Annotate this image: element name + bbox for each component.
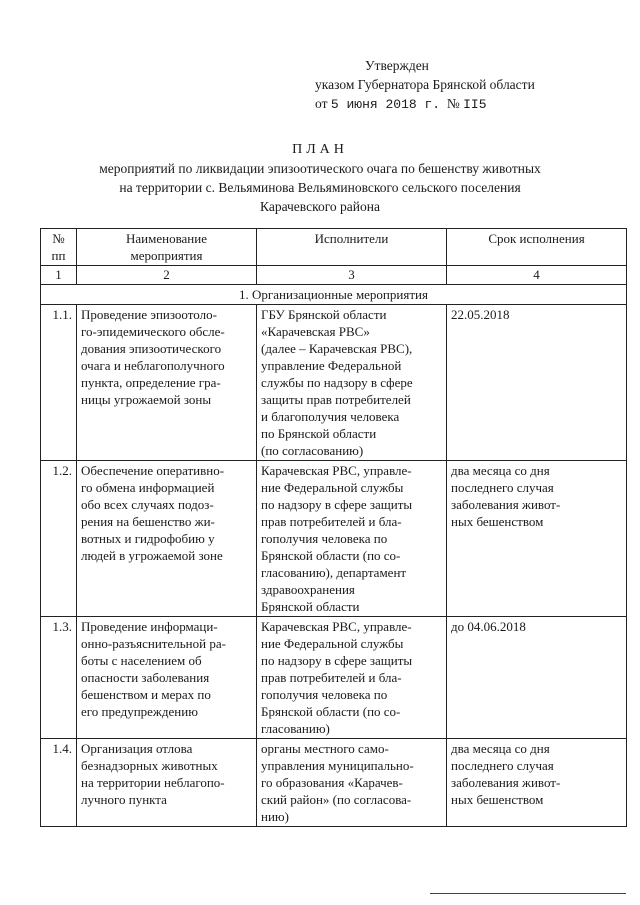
plan-title: ПЛАН xyxy=(292,142,348,157)
plan-subtitle-2: на территории с. Вельяминова Вельяминовского сельского поселения xyxy=(119,180,521,195)
table-row xyxy=(41,461,627,617)
col-number: 2 xyxy=(77,266,257,285)
section-title: 1. Организационные мероприятия xyxy=(41,285,627,305)
row-executors: Карачевская РВС, управле- ние Федеральной службы по надзору в сфере защиты прав потребителей и бла- гополучия человека по Брянской области (по со- гласованию), департамент здравоохранения Брянской области xyxy=(257,461,447,617)
approval-block xyxy=(315,56,535,114)
approval-date-line xyxy=(315,94,535,114)
header-num: № пп xyxy=(41,229,77,266)
plan-subtitle-1: мероприятий по ликвидации эпизоотического очага по бешенству животных xyxy=(99,161,541,176)
col-number: 3 xyxy=(257,266,447,285)
approval-decree: указом Губернатора Брянской области xyxy=(315,77,535,92)
row-number: 1.4. xyxy=(41,739,77,827)
approval-title: Утвержден xyxy=(365,58,429,73)
row-executors: ГБУ Брянской области «Карачевская РВС» (далее – Карачевская РВС), управление Федеральной службы по надзору в сфере защиты прав потребителей и благополучия человека по Брянской области (по согласованию) xyxy=(257,305,447,461)
header-name: Наименование мероприятия xyxy=(77,229,257,266)
row-activity: Организация отлова безнадзорных животных на территории неблагопо- лучного пункта xyxy=(77,739,257,827)
table-row xyxy=(41,305,627,461)
page-bottom-rule xyxy=(430,893,626,894)
row-number: 1.1. xyxy=(41,305,77,461)
row-deadline: два месяца со дня последнего случая заболевания живот- ных бешенством xyxy=(447,739,627,827)
row-deadline: до 04.06.2018 xyxy=(447,617,627,739)
table-row xyxy=(41,739,627,827)
approval-date: 5 июня 2018 г. xyxy=(330,97,441,112)
row-deadline: 22.05.2018 xyxy=(447,305,627,461)
col-number: 1 xyxy=(41,266,77,285)
row-executors: органы местного само- управления муниципально- го образования «Карачев- ский район» (по согласова- нию) xyxy=(257,739,447,827)
plan-heading xyxy=(30,140,610,216)
approval-number: II5 xyxy=(463,97,487,112)
row-activity: Проведение эпизоотоло- го-эпидемического обсле- дования эпизоотического очага и неблагополучного пункта, определение гра- ницы угрожаемой зоны xyxy=(77,305,257,461)
col-number: 4 xyxy=(447,266,627,285)
table-header-row xyxy=(41,229,627,266)
date-prefix: от xyxy=(315,96,328,111)
header-deadline: Срок исполнения xyxy=(447,229,627,266)
plan-subtitle-3: Карачевского района xyxy=(260,199,380,214)
number-prefix: № xyxy=(446,96,460,111)
section-row xyxy=(41,285,627,305)
row-activity: Проведение информаци- онно-разъяснительной ра- боты с населением об опасности заболевания бешенством и мерах по его предупреждению xyxy=(77,617,257,739)
row-executors: Карачевская РВС, управле- ние Федеральной службы по надзору в сфере защиты прав потребителей и бла- гополучия человека по Брянской области (по со- гласованию) xyxy=(257,617,447,739)
row-number: 1.3. xyxy=(41,617,77,739)
table-row xyxy=(41,617,627,739)
row-activity: Обеспечение оперативно- го обмена информацией обо всех случаях подоз- рения на бешенство жи- вотных и гидрофобию у людей в угрожаемой зоне xyxy=(77,461,257,617)
header-executors: Исполнители xyxy=(257,229,447,266)
row-number: 1.2. xyxy=(41,461,77,617)
column-number-row xyxy=(41,266,627,285)
plan-table xyxy=(40,228,627,827)
row-deadline: два месяца со дня последнего случая заболевания живот- ных бешенством xyxy=(447,461,627,617)
